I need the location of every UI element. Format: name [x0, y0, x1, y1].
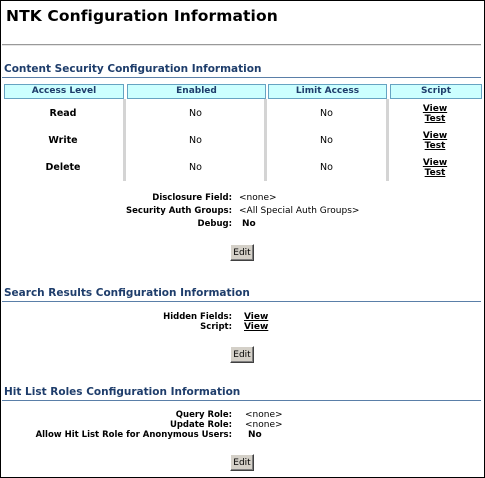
- disclosure-field-label: Disclosure Field:: [152, 193, 232, 203]
- title-divider: [2, 44, 481, 46]
- row-write-enabled: No: [189, 135, 202, 146]
- search-results-title: Search Results Configuration Information: [4, 287, 250, 299]
- hit-list-roles-divider: [2, 400, 481, 401]
- hidden-fields-label: Hidden Fields:: [163, 312, 232, 322]
- query-role-label: Query Role:: [175, 410, 232, 420]
- debug-label: Debug:: [197, 219, 232, 229]
- update-role-label: Update Role:: [169, 420, 232, 430]
- hidden-fields-view-link[interactable]: View: [244, 312, 269, 322]
- content-security-divider: [2, 77, 481, 78]
- row-delete-level: Delete: [45, 162, 81, 173]
- hit-list-roles-title: Hit List Roles Configuration Information: [4, 386, 241, 398]
- security-auth-groups-label: Security Auth Groups:: [126, 206, 232, 216]
- row-write-test-link[interactable]: Test: [424, 141, 446, 151]
- col-header-limit-access: Limit Access: [268, 84, 387, 99]
- debug-value: No: [242, 219, 256, 229]
- search-script-view-link[interactable]: View: [244, 322, 269, 332]
- row-delete-view-link[interactable]: View: [422, 158, 448, 168]
- content-security-title: Content Security Configuration Information: [4, 63, 262, 75]
- column-separator: [123, 99, 126, 181]
- row-write-limit-access: No: [320, 135, 333, 146]
- security-auth-groups-value: <All Special Auth Groups>: [239, 206, 360, 216]
- row-delete-limit-access: No: [320, 162, 333, 173]
- row-read-level: Read: [49, 108, 77, 119]
- query-role-value: <none>: [245, 410, 283, 420]
- row-write-view-link[interactable]: View: [422, 131, 448, 141]
- row-read-enabled: No: [189, 108, 202, 119]
- column-separator: [264, 99, 267, 181]
- page-title: NTK Configuration Information: [6, 7, 278, 25]
- col-header-script: Script: [390, 84, 482, 99]
- anonymous-users-label: Allow Hit List Role for Anonymous Users:: [35, 430, 232, 440]
- col-header-enabled: Enabled: [127, 84, 266, 99]
- row-write-level: Write: [48, 135, 78, 146]
- row-read-view-link[interactable]: View: [422, 104, 448, 114]
- content-security-edit-button[interactable]: Edit: [230, 244, 254, 261]
- anonymous-users-value: No: [248, 430, 262, 440]
- column-separator: [386, 99, 389, 181]
- search-results-edit-button[interactable]: Edit: [230, 346, 254, 363]
- search-results-divider: [2, 301, 481, 302]
- row-delete-enabled: No: [189, 162, 202, 173]
- hit-list-roles-edit-button[interactable]: Edit: [230, 454, 254, 471]
- row-delete-test-link[interactable]: Test: [424, 168, 446, 178]
- search-script-label: Script:: [200, 322, 232, 332]
- col-header-access-level: Access Level: [4, 84, 124, 99]
- update-role-value: <none>: [245, 420, 283, 430]
- row-read-test-link[interactable]: Test: [424, 114, 446, 124]
- row-read-limit-access: No: [320, 108, 333, 119]
- disclosure-field-value: <none>: [239, 193, 277, 203]
